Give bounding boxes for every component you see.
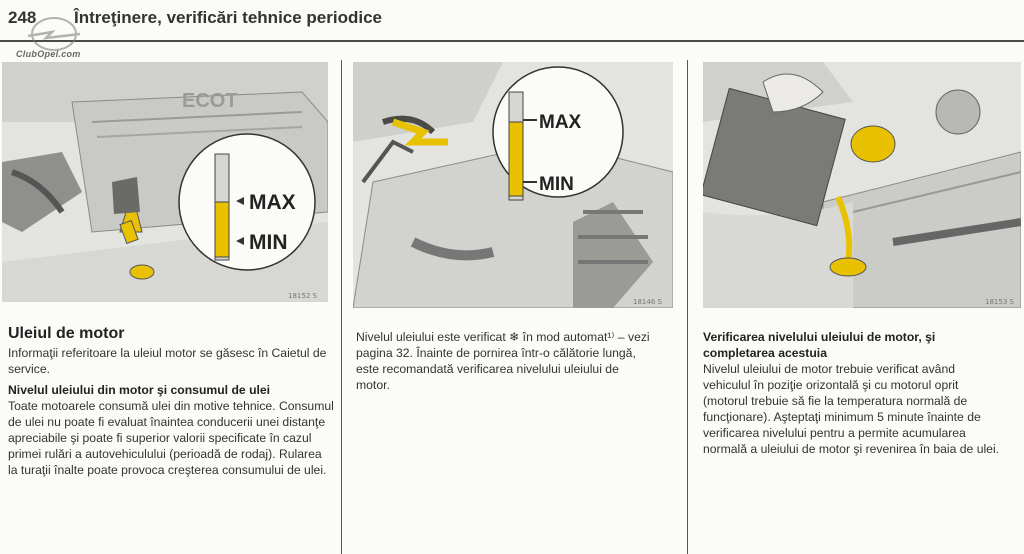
oil-refill-illustration [703,62,1021,308]
section-heading: Uleiul de motor [8,325,125,342]
dipstick-max-label: MAX [539,112,582,133]
figure-id: 18153 S [985,298,1014,306]
section-heading: Verificarea nivelului uleiului de motor, şi completarea acestuia [703,330,936,360]
intro-paragraph: Informaţii referitoare la uleiul motor se găsesc în Caietul de service. [8,346,327,376]
body-paragraph: Nivelul uleiului de motor trebuie verificat având vehiculul în poziţie orizontală şi cu motorul oprit (motorul trebuie să fie la temperatura normală de funcţionare). Aşteptaţi minimum 5 minute înainte de verificarea nivelului pentru a permite acumularea normală a uleiului de motor şi revenirea în baia de ulei. [703,362,1000,456]
engine-dipstick-figure-2 [353,62,673,308]
body-paragraph: Nivelul uleiului este verificat ❄ în mod automat¹⁾ – vezi pagina 32. Înainte de pornirea într-o călătorie lungă, este recomandată verificarea nivelului uleiului de motor. [356,330,650,392]
column-divider [341,60,342,554]
dipstick-max-label: MAX [249,191,296,214]
dipstick-min-label: MIN [249,231,288,254]
column-2 [356,329,656,393]
column-1 [8,326,334,478]
subsection-heading: Nivelul uleiului din motor şi consumul de ulei [8,383,271,397]
page-header [0,0,1024,59]
figure-id: 18152 S [288,292,317,300]
engine-ecotec-text: ECOT [182,90,238,112]
column-3 [703,329,1003,457]
dipstick-min-label: MIN [539,174,574,195]
logo-text: ClubOpel.com [16,49,81,59]
engine-illustration [353,62,673,308]
body-paragraph: Toate motoarele consumă ulei din motive tehnice. Consumul de ulei nu poate fi evaluat înaintea conducerii unei distanţe apreciabile şi poate fi superior valorii specificate în cazul primei rulări a autovehiculului (perioadă de rodaj). Rularea la turaţii înalte poate provoca creşterea consumului de ulei. [8,399,334,477]
header-rule [0,40,1024,42]
engine-dipstick-figure [2,62,328,302]
engine-illustration [2,62,328,302]
oil-refill-figure [703,62,1021,308]
column-divider [687,60,688,554]
figure-id: 18146 S [633,298,662,306]
page-number: 248 [8,8,37,27]
page-title: Întreţinere, verificări tehnice periodice [74,8,383,27]
